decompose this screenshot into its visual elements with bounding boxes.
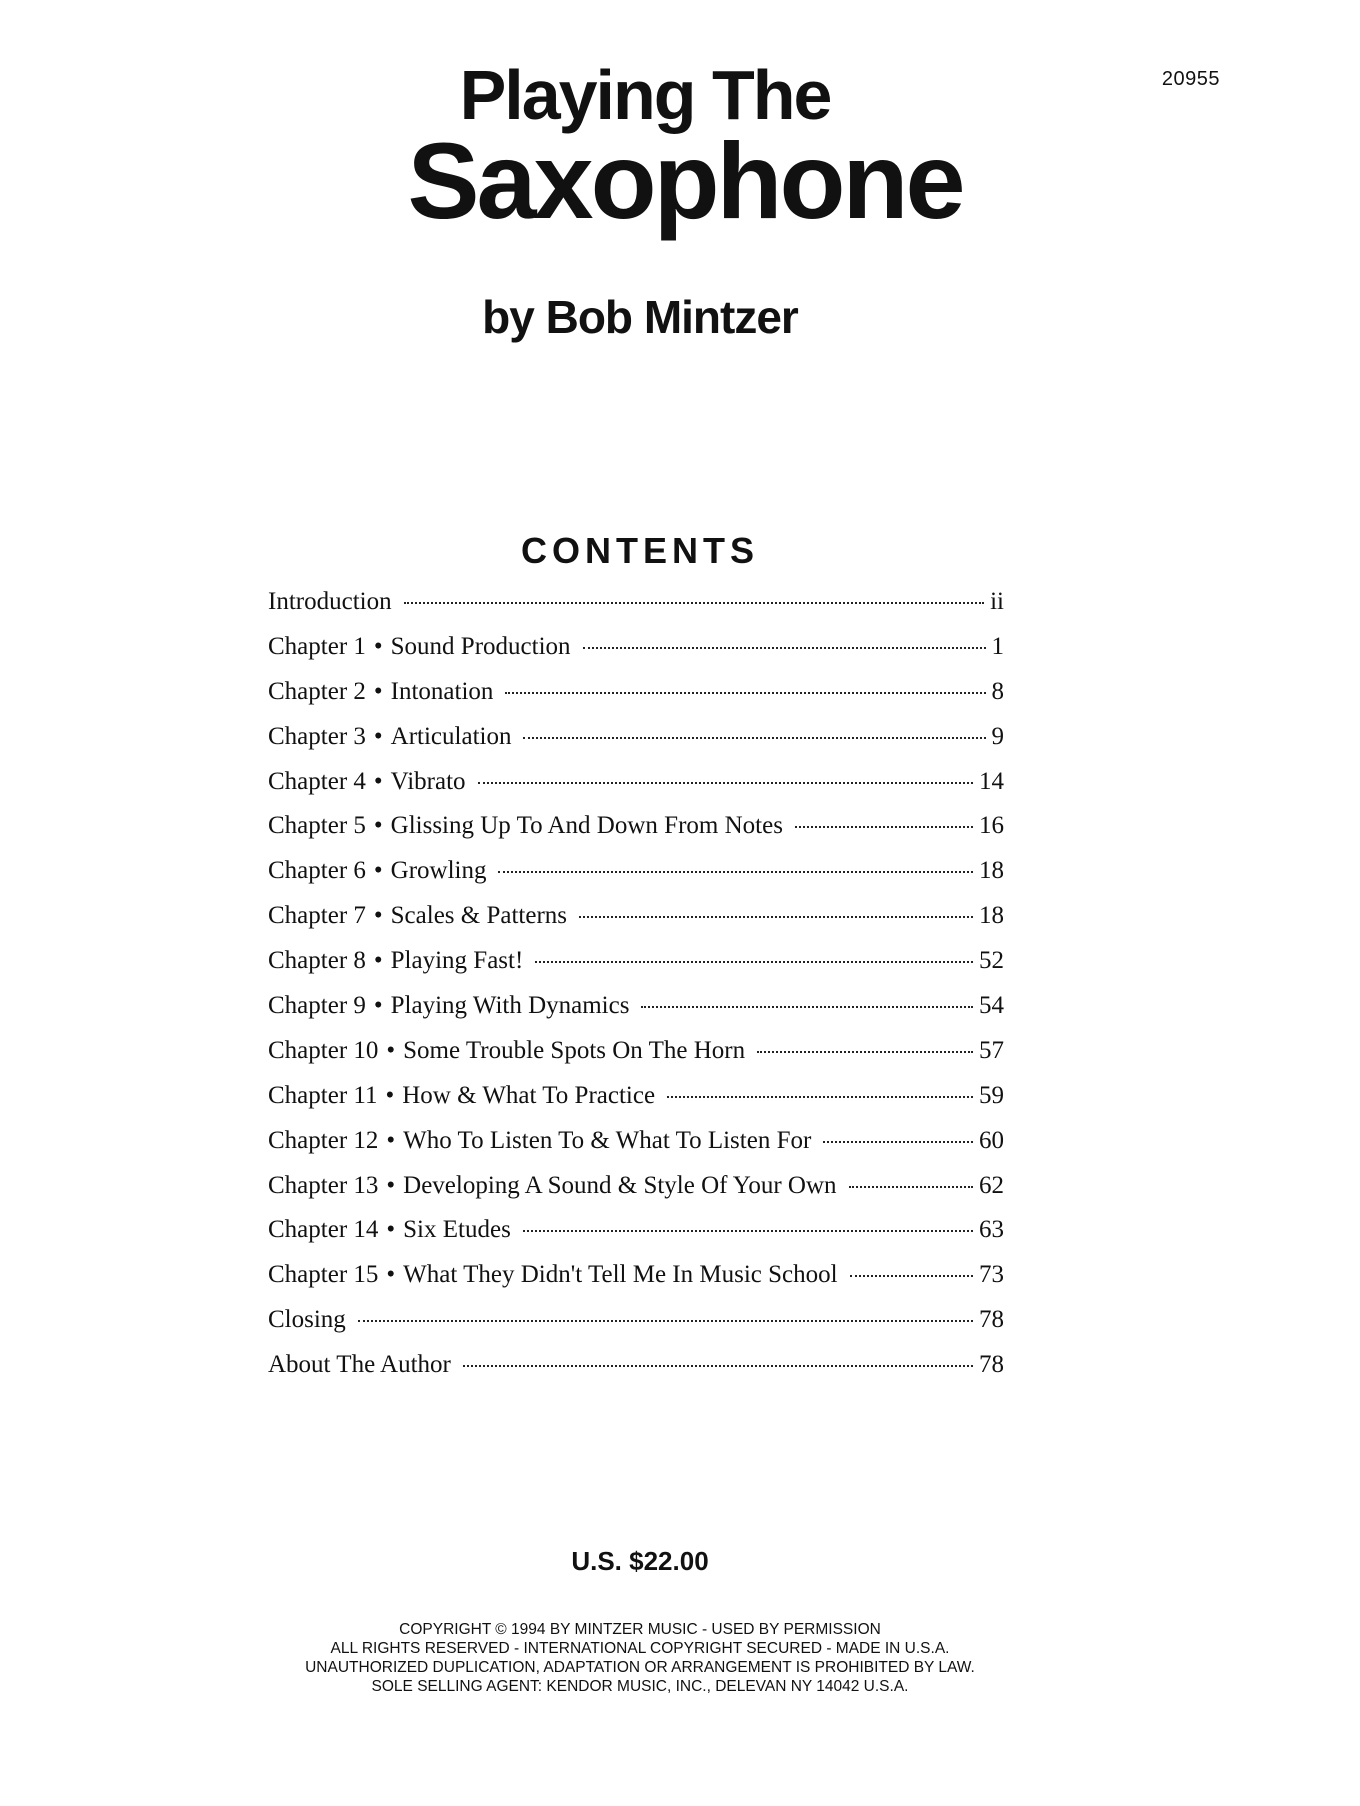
contents-heading: CONTENTS (521, 530, 759, 571)
toc-chapter-number: Chapter 13 (268, 1171, 379, 1199)
toc-dot-leader (358, 1320, 973, 1322)
title-line-1: Playing The (459, 56, 831, 134)
toc-chapter-title: Closing (268, 1306, 346, 1334)
author-line: by Bob Mintzer (482, 291, 798, 343)
toc-page-number: 78 (979, 1351, 1004, 1379)
toc-dot-leader (641, 1006, 973, 1008)
toc-entry (268, 1351, 1004, 1396)
toc-chapter-title: Vibrato (390, 767, 466, 795)
toc-entry-label (268, 1082, 655, 1110)
toc-entry-label (268, 1127, 811, 1155)
toc-page-number: 73 (979, 1261, 1004, 1289)
toc-dot-leader (667, 1096, 973, 1098)
toc-bullet-separator: • (386, 1216, 396, 1244)
toc-bullet-separator: • (373, 812, 383, 840)
toc-page-number: 16 (979, 812, 1004, 840)
toc-entry (268, 902, 1004, 947)
toc-entry-label (268, 1351, 451, 1379)
toc-dot-leader (463, 1365, 973, 1367)
toc-entry-label (268, 992, 629, 1020)
catalog-number: 20955 (1161, 68, 1220, 90)
toc-entry-label (268, 1037, 745, 1065)
toc-dot-leader (498, 871, 973, 873)
toc-page-number: 1 (991, 632, 1004, 660)
toc-chapter-title: Articulation (390, 722, 512, 750)
copyright-line: COPYRIGHT © 1994 BY MINTZER MUSIC - USED BY PERMISSION (399, 1621, 881, 1638)
toc-page-number: 8 (991, 677, 1004, 705)
toc-chapter-title: Playing With Dynamics (390, 992, 630, 1020)
toc-page-number: 63 (979, 1216, 1004, 1244)
toc-page-number: 18 (979, 902, 1004, 930)
toc-entry (268, 857, 1004, 902)
toc-bullet-separator: • (373, 902, 383, 930)
price: U.S. $22.00 (571, 1546, 709, 1576)
toc-entry (268, 1127, 1004, 1172)
toc-dot-leader (757, 1051, 973, 1053)
table-of-contents (268, 588, 1004, 1396)
toc-entry (268, 678, 1004, 723)
toc-chapter-number: Chapter 5 (268, 812, 366, 840)
toc-page-number: 78 (979, 1306, 1004, 1334)
toc-entry-label (268, 588, 392, 616)
toc-dot-leader (404, 602, 985, 604)
toc-entry-label (268, 947, 523, 975)
toc-page-number: 52 (979, 947, 1004, 975)
toc-entry (268, 992, 1004, 1037)
toc-entry (268, 1172, 1004, 1217)
toc-chapter-title: Scales & Patterns (390, 902, 568, 930)
toc-chapter-number: Chapter 8 (268, 947, 366, 975)
toc-dot-leader (849, 1186, 973, 1188)
toc-dot-leader (478, 782, 973, 784)
toc-chapter-title: Who To Listen To & What To Listen For (403, 1126, 812, 1154)
toc-dot-leader (850, 1275, 973, 1277)
toc-entry-label (268, 633, 571, 661)
toc-chapter-number: Chapter 1 (268, 632, 366, 660)
toc-entry-label (268, 1261, 838, 1289)
toc-entry-label (268, 768, 466, 796)
toc-entry-label (268, 1216, 511, 1244)
toc-page-number: 59 (979, 1081, 1004, 1109)
toc-dot-leader (523, 1230, 973, 1232)
toc-entry-label (268, 678, 493, 706)
copyright-line: ALL RIGHTS RESERVED - INTERNATIONAL COPYRIGHT SECURED - MADE IN U.S.A. (330, 1640, 950, 1657)
toc-bullet-separator: • (386, 1171, 396, 1199)
toc-chapter-title: About The Author (268, 1351, 451, 1379)
toc-entry (268, 947, 1004, 992)
toc-bullet-separator: • (386, 1126, 396, 1154)
toc-bullet-separator: • (373, 947, 383, 975)
toc-chapter-number: Chapter 10 (268, 1036, 379, 1064)
book-title (0, 56, 1360, 241)
toc-bullet-separator: • (373, 857, 383, 885)
toc-chapter-title: Glissing Up To And Down From Notes (390, 812, 783, 840)
toc-chapter-title: Playing Fast! (390, 947, 524, 975)
toc-bullet-separator: • (373, 767, 383, 795)
toc-bullet-separator: • (386, 1036, 396, 1064)
toc-page-number: 54 (979, 992, 1004, 1020)
toc-entry-label (268, 857, 486, 885)
copyright-line: UNAUTHORIZED DUPLICATION, ADAPTATION OR ARRANGEMENT IS PROHIBITED BY LAW. (305, 1659, 975, 1676)
toc-page-number: 57 (979, 1036, 1004, 1064)
toc-chapter-number: Chapter 3 (268, 722, 366, 750)
copyright-line: SOLE SELLING AGENT: KENDOR MUSIC, INC., DELEVAN NY 14042 U.S.A. (371, 1678, 909, 1695)
toc-chapter-number: Chapter 15 (268, 1261, 379, 1289)
toc-page-number: 9 (991, 722, 1004, 750)
toc-entry (268, 633, 1004, 678)
toc-chapter-number: Chapter 6 (268, 857, 366, 885)
toc-chapter-title: Six Etudes (403, 1216, 511, 1244)
toc-entry (268, 1216, 1004, 1261)
toc-chapter-number: Chapter 9 (268, 992, 366, 1020)
toc-chapter-number: Chapter 4 (268, 767, 366, 795)
toc-entry-label (268, 812, 783, 840)
toc-chapter-title: Developing A Sound & Style Of Your Own (403, 1171, 837, 1199)
toc-page-number: ii (990, 588, 1004, 615)
toc-dot-leader (579, 916, 973, 918)
toc-entry (268, 812, 1004, 857)
toc-page-number: 62 (979, 1171, 1004, 1199)
toc-page-number: 14 (979, 767, 1004, 795)
toc-dot-leader (823, 1141, 973, 1143)
toc-entry (268, 1261, 1004, 1306)
toc-chapter-number: Chapter 14 (268, 1216, 379, 1244)
toc-chapter-number: Chapter 11 (268, 1081, 378, 1109)
toc-chapter-title: Sound Production (390, 632, 571, 660)
toc-entry (268, 588, 1004, 633)
toc-chapter-title: Some Trouble Spots On The Horn (403, 1036, 746, 1064)
toc-chapter-number: Chapter 7 (268, 902, 366, 930)
toc-chapter-number: Chapter 12 (268, 1126, 379, 1154)
toc-entry (268, 723, 1004, 768)
toc-bullet-separator: • (386, 1261, 396, 1289)
toc-dot-leader (505, 692, 985, 694)
toc-chapter-title: Growling (390, 857, 487, 885)
toc-bullet-separator: • (373, 632, 383, 660)
toc-bullet-separator: • (373, 722, 383, 750)
toc-entry (268, 1037, 1004, 1082)
toc-bullet-separator: • (373, 992, 383, 1020)
toc-entry-label (268, 723, 511, 751)
toc-chapter-title: Intonation (390, 677, 494, 705)
toc-bullet-separator: • (373, 677, 383, 705)
copyright-notice (0, 1620, 1320, 1696)
toc-dot-leader (583, 647, 986, 649)
toc-entry (268, 768, 1004, 813)
toc-entry-label (268, 1306, 346, 1334)
toc-chapter-title: What They Didn't Tell Me In Music School (403, 1261, 838, 1289)
toc-entry-label (268, 902, 567, 930)
toc-page-number: 60 (979, 1126, 1004, 1154)
toc-dot-leader (535, 961, 973, 963)
toc-chapter-title: How & What To Practice (402, 1081, 656, 1109)
toc-entry (268, 1082, 1004, 1127)
toc-entry-label (268, 1172, 837, 1200)
toc-dot-leader (523, 737, 985, 739)
title-line-2: Saxophone (407, 120, 963, 241)
toc-chapter-number: Chapter 2 (268, 677, 366, 705)
toc-dot-leader (795, 826, 973, 828)
toc-entry (268, 1306, 1004, 1351)
toc-chapter-title: Introduction (268, 588, 392, 615)
toc-bullet-separator: • (385, 1081, 395, 1109)
toc-page-number: 18 (979, 857, 1004, 885)
